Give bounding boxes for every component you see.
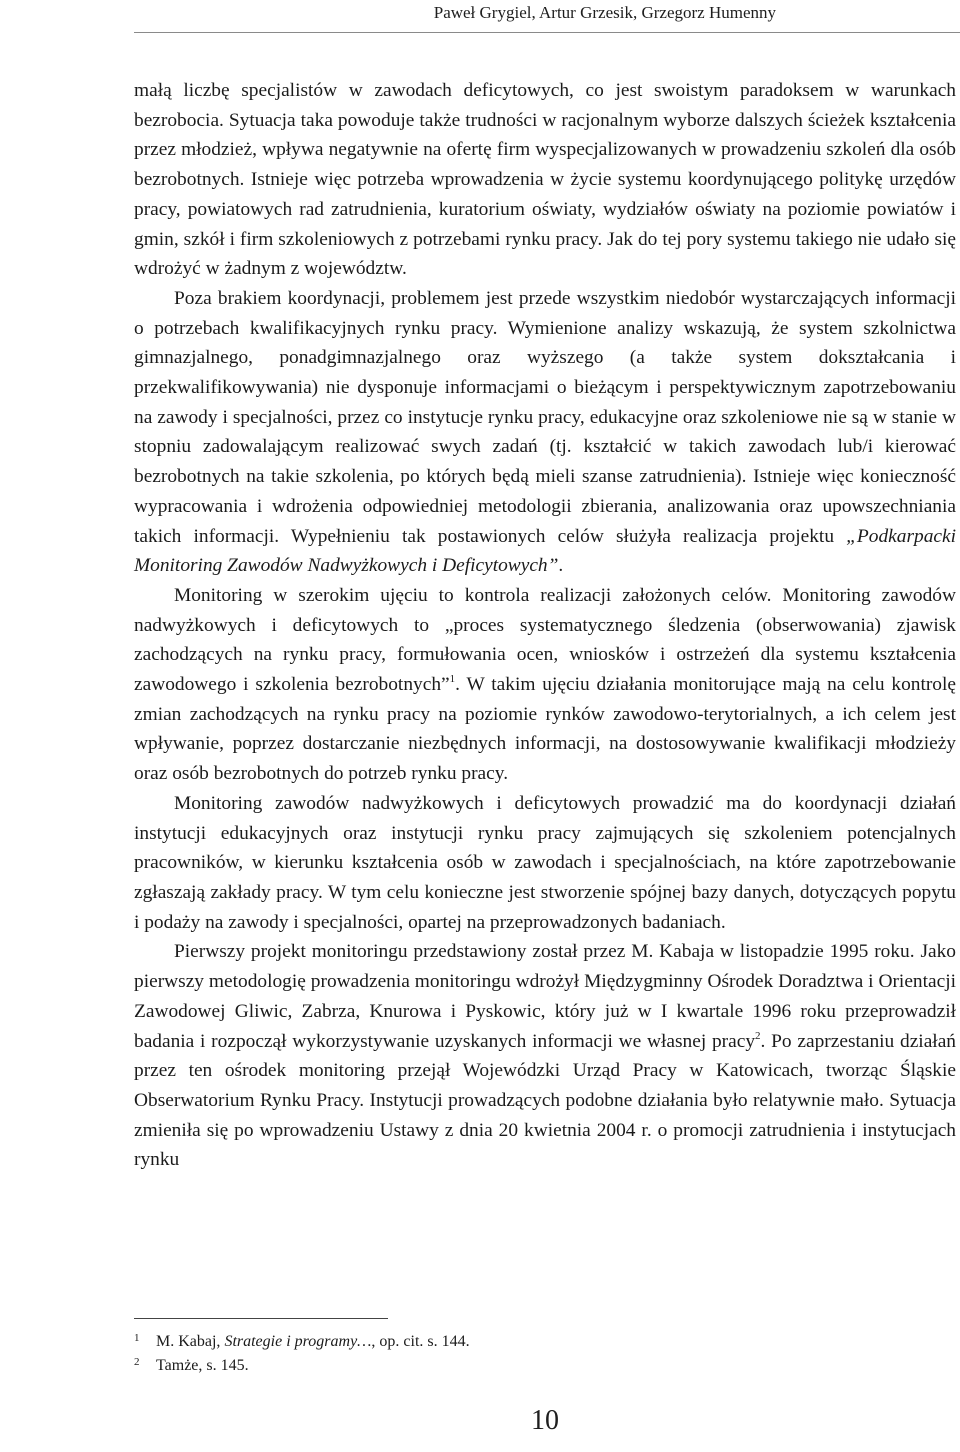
footnotes xyxy=(134,1330,954,1378)
footnote-2 xyxy=(134,1354,954,1378)
footnote-text-post: , op. cit. s. 144. xyxy=(371,1333,470,1350)
project-title: „Podkarpacki Monitoring Zawodów Nadwyżkowych i Deficytowych” xyxy=(134,525,956,577)
paragraph-2 xyxy=(134,284,956,581)
paragraph-5-after: . Po zaprzestaniu działań przez ten ośrodek monitoring przejął Wojewódzki Urząd Pracy w Katowicach, tworząc Śląskie Obserwatorium Rynku Pracy. Instytucji prowadzących podobne działania było relatywnie mało. Sytuacja zmieniła się po wprowadzeniu Ustawy z dnia 20 kwietnia 2004 r. o promocji zatrudnienia i instytucjach rynku xyxy=(134,1030,956,1171)
paragraph-5 xyxy=(134,937,956,1175)
footnote-ref-2[interactable]: 2 xyxy=(755,1029,761,1042)
header-rule xyxy=(134,32,960,33)
paragraph-2-text: Poza brakiem koordynacji, problemem jest przede wszystkim niedobór wystarczających informacji o potrzebach kwalifikacyjnych rynku pracy. Wymienione analizy wskazują, że system szkolnictwa gimnazjalnego, ponadgimnazjalnego oraz wyższego (a także system dokształcania i przekwalifikowywania) nie dysponuje informacjami o bieżącym i perspektywicznym zapotrzebowaniu na zawody i specjalności, przez co instytucje rynku pracy, edukacyjne oraz szkoleniowe nie są w stanie w stopniu zadowalającym realizować swych zadań (tj. kształcić w takich zawodach lub/i kierować bezrobotnych na takie szkolenia, po których będą mieli szanse zatrudnienia). Istnieje więc konieczność wypracowania i wdrożenia odpowiedniej metodologii zbierania, analizowania oraz upowszechniania takich informacji. Wypełnieniu tak postawionych celów służyła realizacja projektu xyxy=(134,287,956,547)
footnote-ref-1[interactable]: 1 xyxy=(449,673,456,686)
paragraph-4 xyxy=(134,789,956,938)
paragraph-4-text: Monitoring zawodów nadwyżkowych i deficytowych prowadzić ma do koordynacji działań instytucji edukacyjnych oraz instytucji rynku pracy zajmujących się szkoleniem potencjalnych pracowników, w kierunku kształcenia osób w zawodach i specjalnościach, na które zapotrzebowanie zgłaszają zakłady pracy. W tym celu konieczne jest stworzenie spójnej bazy danych, dotyczących popytu i podaży na zawody i specjalności, opartej na przeprowadzonych badaniach. xyxy=(134,792,956,933)
footnote-text: M. Kabaj, xyxy=(156,1333,225,1350)
running-header xyxy=(0,0,960,34)
paragraph-3-text: Monitoring w szerokim ujęciu to kontrola realizacji założonych celów. Monitoring zawodów nadwyżkowych i deficytowych to „proces systematycznego śledzenia (obserwowania) zjawisk zachodzących na rynku pracy, formułowania ocen, wniosków i ostrzeżeń dla systemu kształcenia zawodowego i szkolenia bezrobotnych” xyxy=(134,584,956,696)
header-authors: Paweł Grygiel, Artur Grzesik, Grzegorz Humenny xyxy=(433,3,776,22)
main-text xyxy=(134,76,956,1175)
footnote-text: Tamże, s. 145. xyxy=(156,1357,249,1374)
footnote-italic: Strategie i programy… xyxy=(224,1333,372,1350)
paragraph-3-after: . W takim ujęciu działania monitorujące mają na celu kontrolę zmian zachodzących na rynku pracy na poziomie rynków zawodowo-terytorialnych, a ich celem jest wpływanie, poprzez dostarczanie niezbędnych informacji, na dostosowywanie kwalifikacji młodzieży oraz osób bezrobotnych do potrzeb rynku pracy. xyxy=(134,674,956,785)
footnote-number: 2 xyxy=(134,1356,140,1368)
page-number: 10 xyxy=(531,1405,559,1436)
paragraph-3 xyxy=(134,581,956,789)
footnote-number: 1 xyxy=(134,1332,140,1344)
footnote-1 xyxy=(134,1330,954,1354)
paragraph-1 xyxy=(134,76,956,284)
paragraph-2-after: . xyxy=(558,555,564,577)
paragraph-5-text: Pierwszy projekt monitoringu przedstawiony został przez M. Kabaja w listopadzie 1995 roku. Jako pierwszy metodologię prowadzenia monitoringu wdrożył Międzygminny Ośrodek Doradztwa i Orientacji Zawodowej Gliwic, Zabrza, Knurowa i Pyskowic, który już w I kwartale 1996 roku przeprowadził badania i rozpoczął wykorzystywanie uzyskanych informacji we własnej pracy xyxy=(134,941,956,1052)
footnote-rule xyxy=(134,1318,388,1319)
paragraph-1-text: małą liczbę specjalistów w zawodach deficytowych, co jest swoistym paradoksem w warunkach bezrobocia. Sytuacja taka powoduje także trudności w racjonalnym wyborze dalszych ścieżek kształcenia przez młodzież, wpływa negatywnie na ofertę firm wyspecjalizowanych w prowadzeniu szkoleń dla osób bezrobotnych. Istnieje więc potrzeba wprowadzenia w życie systemu koordynującego politykę urzędów pracy, powiatowych rad zatrudnienia, kuratorium oświaty, wydziałów oświaty na poziomie powiatów i gmin, szkół i firm szkoleniowych z potrzebami rynku pracy. Jak do tej pory systemu takiego nie udało się wdrożyć w żadnym z województw. xyxy=(134,80,956,280)
